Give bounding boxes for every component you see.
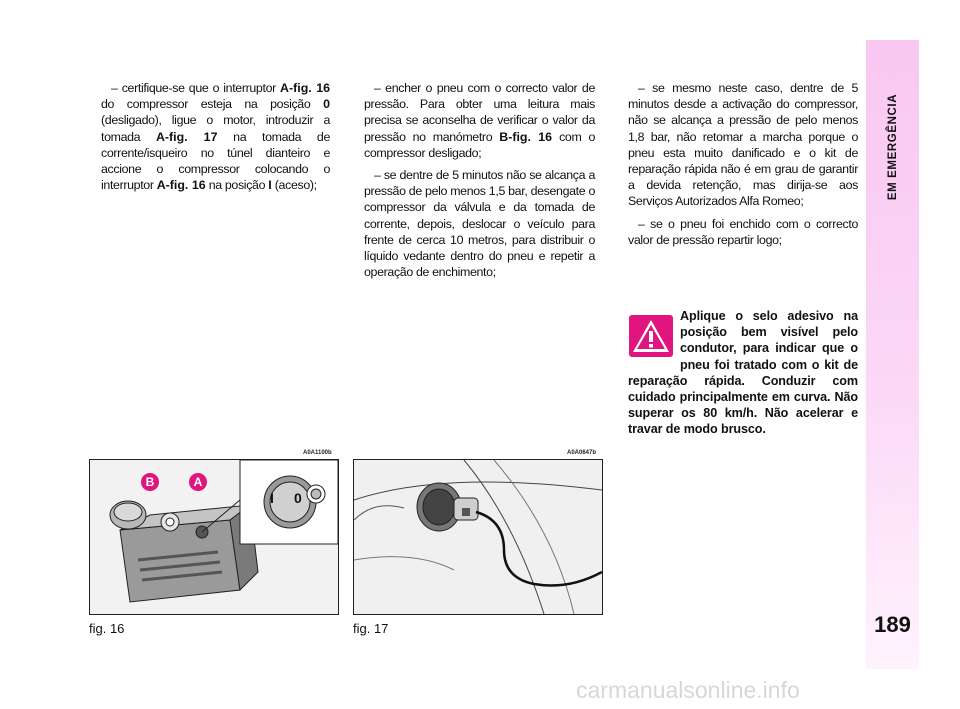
text-column-2 — [364, 80, 595, 286]
compressor-illustration — [90, 460, 338, 614]
paragraph: – certifique-se que o interruptor A-fig. 16 do compressor esteja na posição 0 (desligado), ligue o motor, introduzir a tomada A-fig. 17 na tomada de corrente/isqueiro no túnel dianteiro e accione o compressor colocando o interruptor A-fig. 16 na posição I (aceso); — [101, 81, 331, 193]
paragraph: – se o pneu foi enchido com o correcto valor de pressão repartir logo; — [628, 216, 858, 247]
section-title: EM EMERGÊNCIA — [886, 93, 899, 201]
callout-a: A — [189, 473, 207, 491]
paragraph: – se dentre de 5 minutos não se alcança a pressão de pelo menos 1,5 bar, desengate o compressor da válvula e da tomada de corrente, depois, deslocar o veículo para frente de cerca 10 metros, para distribuir o líquido vedante dentro do pneu e repetir a operação de enchimento; — [364, 168, 595, 280]
figure-code: A0A1100b — [303, 450, 332, 456]
warning-notice — [628, 308, 858, 438]
warning-text: Aplique o selo adesivo na posição bem visível pelo condutor, para indicar que o pneu foi tratado com o kit de reparação rápida. Conduzir com cuidado principalmente em curva. Não superar os 80 km/h. Não acelerar e travar de modo brusco. — [628, 309, 858, 437]
watermark: carmanualsonline.info — [576, 677, 800, 703]
figure-17-image — [353, 459, 603, 615]
warning-icon — [628, 314, 674, 358]
text-column-1 — [101, 80, 330, 199]
text-column-3 — [628, 80, 858, 254]
switch-on-mark: I — [270, 490, 274, 506]
paragraph: – se mesmo neste caso, dentre de 5 minutos desde a activação do compressor, não se alcança a pressão de pelo menos 1,8 bar, não retomar a marcha porque o pneu esta muito danificado e o kit de reparação rápida não é em grau de garantir a devida retenção, mas dirija-se aos Serviços Autorizados Alfa Romeo; — [628, 81, 858, 209]
figure-caption: fig. 17 — [353, 621, 389, 636]
figure-16-image — [89, 459, 339, 615]
figure-code: A0A0647b — [567, 450, 597, 456]
paragraph: – encher o pneu com o correcto valor de pressão. Para obter uma leitura mais precisa se aconselha de verificar o valor da pressão no manómetro B-fig. 16 com o compressor desligado; — [364, 81, 595, 160]
socket-illustration — [354, 460, 602, 614]
callout-b: B — [141, 473, 159, 491]
figure-caption: fig. 16 — [89, 621, 125, 636]
switch-off-mark: 0 — [294, 490, 302, 506]
page-number: 189 — [874, 612, 911, 637]
